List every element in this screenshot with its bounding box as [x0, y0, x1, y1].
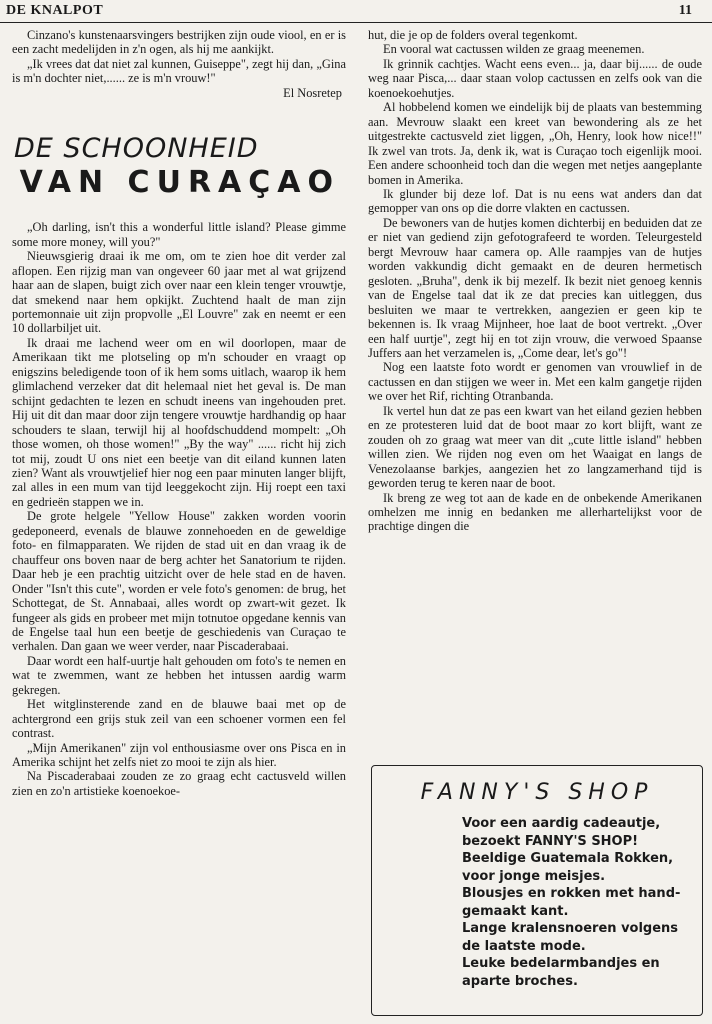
article-paragraph: Na Piscaderabaai zouden ze zo graag echt cactusveld willen zien en zo'n artistieke koenoekoe-: [12, 769, 346, 798]
article-paragraph: Ik grinnik cachtjes. Wacht eens even... ja, daar bij...... de oude weg naar Pisca,... daar staan volop cactussen en zelfs ook van die koenoekoehutjes.: [368, 56, 702, 100]
ad-line: Lange kralensnoeren volgens: [462, 921, 679, 936]
ad-line: Voor een aardig cadeautje,: [462, 816, 661, 831]
article-paragraph: Nieuwsgierig draai ik me om, om te zien hoe dit verder zal aflopen. Een rijzig man van ongeveer 60 jaar met al wat grijzend haar aan de slapen, buigt zich over naar een klein tenger vrouwtje, dat smekend naar hem opkijkt. Zuchtend haalt de man zijn portemonnaie uit zijn propvolle „El Louvre" zak en neemt er een 10 dollarbiljet uit.: [12, 249, 346, 336]
article-paragraph: Al hobbelend komen we eindelijk bij de plaats van bestemming aan. Mevrouw slaakt een kreet van bewondering als ze het uitgestrekte cactusveld ziet liggen, „Oh, Henry, look how nice!!" Ik zwel van trots. Ja, denk ik, wat is Curaçao toch eigenlijk mooi. Een andere schoonheid toch dan die wegen met netjes aangeplante bomen in Amerika.: [368, 100, 702, 187]
article-paragraph: hut, die je op de folders overal tegenkomt.: [368, 28, 578, 42]
article-paragraph: Ik vertel hun dat ze pas een kwart van het eiland gezien hebben en ze protesteren luid dat de boot maar zo kort blijft, want ze zouden oh zo graag wat meer van dit „cute little island" hebben willen zien. We rijden nog even om het Waaigat en langs de Venezolaanse barkjes, aangezien het zo langzamerhand tijd is geworden terug te keren naar de boot.: [368, 403, 702, 491]
page-number: 11: [678, 3, 692, 18]
left-column: [12, 28, 346, 798]
article-paragraph: De bewoners van de hutjes komen dichterbij en beduiden dat ze er niet van gediend zijn gefotografeerd te worden. Teleurgesteld bergt Mevrouw haar camera op. Alle raampjes van de hutjes worden vakkundig dicht gemaakt en de deuren hermetisch gesloten. „Bruha", denk ik bij mezelf. Ik bezit niet genoeg kennis van de Engelse taal dat ik ze dat precies kan uitleggen, dus besluiten we maar te vertrekken, aangezien er geen kip te bekennen is. Ik vraag Mijnheer, hoe laat de boot vertrekt. „Over een half uurtje", zegt hij en tot zijn vrouw, die verwoed Spaanse Juffers aan het verzamelen is, „Come dear, let's go"!: [368, 215, 702, 360]
author-signature: El Nosretep: [283, 85, 342, 100]
ad-line: Blousjes en rokken met hand-: [462, 886, 681, 901]
article-paragraph: „Mijn Amerikanen" zijn vol enthousiasme over ons Pisca en in Amerika schijnt het zelfs niet zo mooi te zijn als hier.: [12, 740, 346, 770]
ad-title: FANNY'S SHOP: [420, 780, 654, 805]
prev-article-paragraph: „Ik vrees dat dat niet zal kunnen, Guiseppe", zegt hij dan, „Gina is m'n dochter niet,...... ze is m'n vrouw!": [12, 56, 346, 86]
article-paragraph: En vooral wat cactussen wilden ze graag meenemen.: [383, 42, 645, 57]
article-title: [12, 134, 346, 202]
article-paragraph: „Oh darling, isn't this a wonderful little island? Please gimme some more money, will you?": [12, 220, 346, 249]
fannys-shop-advertisement: [371, 765, 703, 1016]
article-title-line-1: DE SCHOONHEID: [14, 133, 259, 165]
ad-lines: [372, 815, 702, 990]
ad-line: bezoekt FANNY'S SHOP!: [462, 833, 639, 849]
page-header: [0, 0, 712, 23]
article-paragraph: Daar wordt een half-uurtje halt gehouden om foto's te nemen en wat te zwemmen, want ze hebben het intussen aardig warm gekregen.: [12, 653, 346, 697]
ad-line: aparte broches.: [462, 973, 578, 989]
ad-line: de laatste mode.: [462, 938, 586, 954]
article-title-line-2: VAN CURAÇAO: [19, 165, 340, 201]
ad-line: gemaakt kant.: [462, 903, 569, 919]
prev-article-paragraph: Cinzano's kunstenaarsvingers bestrijken zijn oude viool, en er is een zacht medelijden in z'n ogen, als hij me aankijkt.: [12, 28, 346, 57]
ad-line: Beeldige Guatemala Rokken,: [462, 851, 674, 866]
article-paragraph: Ik breng ze weg tot aan de kade en de onbekende Amerikanen omhelzen me innig en bedanken me allerhartelijkst voor de prachtige dingen die: [368, 490, 702, 534]
ad-line: Leuke bedelarmbandjes en: [462, 956, 660, 971]
publication-name: DE KNALPOT: [6, 3, 104, 18]
article-paragraph: De grote helgele "Yellow House" zakken worden voorin gedeponeerd, evenals de blauwe zonnehoeden en de geweldige foto- en filmapparaten. We rijden de stad uit en dan vraag ik de chauffeur ons boven naar de berg achter het Sanatorium te rijden. Daar heb je een prachtig uitzicht over de hele stad en de haven. Onder "Isn't this cute", worden er vele foto's genomen: de brug, het Schottegat, de St. Annabaai, alles wordt op zwart-wit gezet. Ik fungeer als gids en probeer met mijn totnutoe opgedane kennis van de Engelse taal hun een beetje de geschiedenis van Curaçao te verhalen. Dan gaan we weer verder, naar Piscaderabaai.: [12, 509, 346, 654]
article-paragraph: Ik draai me lachend weer om en wil doorlopen, maar de Amerikaan tikt me plotseling op m'n schouder en vraagt op enigszins beledigende toon of ik hem soms uitlach, waarop ik hem glimlachend verzeker dat dit helemaal niet het geval is. De man schijnt gedachten te lezen en schudt ineens van ingehouden pret. Hij uit dit dan maar door zijn tengere vrouwtje hardhandig op haar schouders te slaan, terwijl hij al hoofdschuddend mompelt: „Oh those women, oh those women!" „By the way" ...... richt hij zich tot mij, zoudt U ons niet een beetje van dit eiland kunnen laten zien? Want als vrouwtjelief hier nog een paar minuten langer blijft, zal alles in een mum van tijd leeggekocht zijn. Hij roept een taxi en gedrieën stappen we in.: [12, 335, 346, 509]
right-column: [368, 28, 702, 534]
article-paragraph: Nog een laatste foto wordt er genomen van vrouwlief in de cactussen en dan stijgen we weer in. Met een kalm gangetje rijden we over het Rif, richting Otranbanda.: [368, 360, 702, 404]
article-paragraph: Ik glunder bij deze lof. Dat is nu eens wat anders dan dat gemopper van ons op die dorre vlakten en cactussen.: [368, 186, 702, 216]
article-paragraph: Het witglinsterende zand en de blauwe baai met op de achtergrond een grijs stuk zeil van een schoener vormen een fel contrast.: [12, 697, 346, 741]
ad-line: voor jonge meisjes.: [462, 868, 606, 884]
